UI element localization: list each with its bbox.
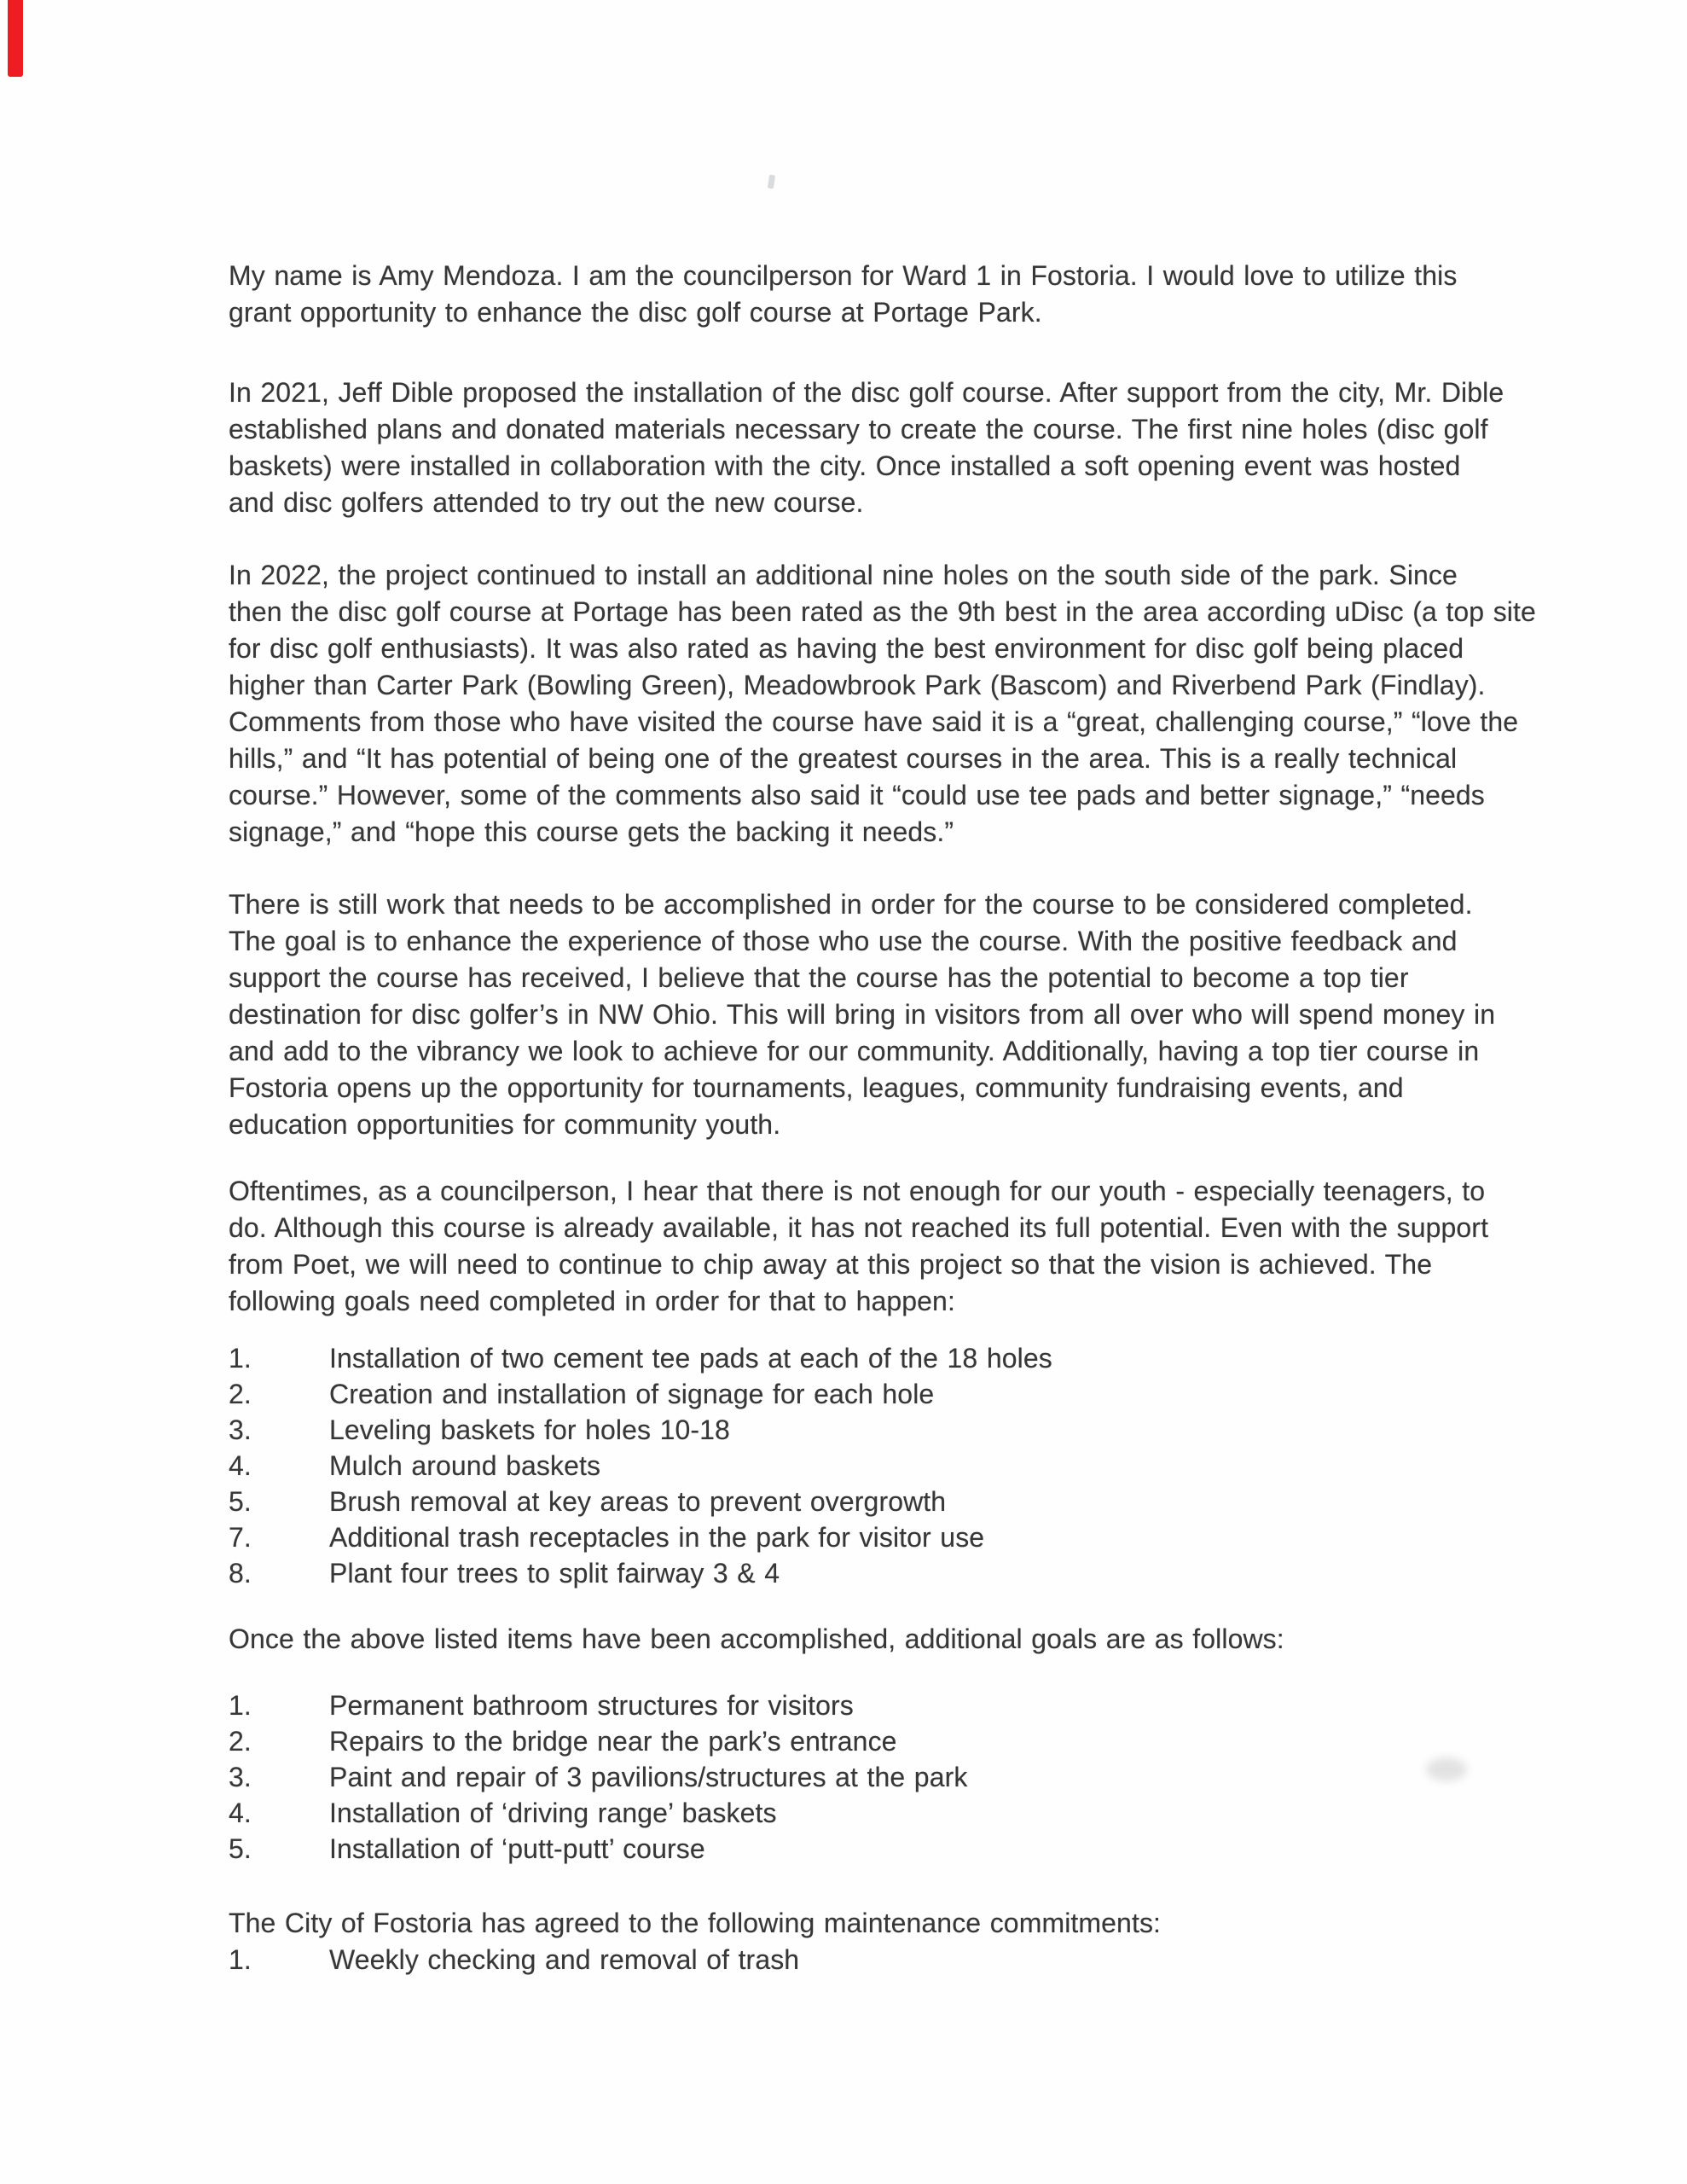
paragraph-line: do. Although this course is already available, it has not reached its full potential. Even with the support	[229, 1212, 1489, 1243]
list-item	[229, 1723, 967, 1759]
list-item	[229, 1759, 967, 1795]
list-item-number: 1.	[229, 1343, 252, 1374]
paragraph-line: My name is Amy Mendoza. I am the councilperson for Ward 1 in Fostoria. I would love to utilize this	[229, 260, 1458, 291]
list-item-text: Creation and installation of signage for each hole	[329, 1379, 935, 1409]
paragraph-line: and disc golfers attended to try out the new course.	[229, 487, 864, 518]
list-item	[229, 1831, 967, 1867]
list-item	[229, 1376, 1052, 1412]
paragraph-line: Once the above listed items have been accomplished, additional goals are as follows:	[229, 1623, 1284, 1654]
paragraph-line: Fostoria opens up the opportunity for tournaments, leagues, community fundraising events, and	[229, 1072, 1404, 1103]
paragraph-line: There is still work that needs to be accomplished in order for the course to be considered completed.	[229, 889, 1473, 920]
additional-goals-intro	[229, 1621, 1284, 1658]
paragraph-line: following goals need completed in order for that to happen:	[229, 1286, 955, 1316]
list-item-text: Plant four trees to split fairway 3 & 4	[329, 1558, 780, 1589]
list-item-number: 1.	[229, 1944, 252, 1975]
paragraph-line: support the course has received, I believe that the course has the potential to become a top tier	[229, 962, 1409, 993]
list-item-number: 2.	[229, 1379, 252, 1409]
list-item-text: Installation of ‘putt-putt’ course	[329, 1833, 705, 1864]
remaining-work-paragraph	[229, 886, 1495, 1143]
paragraph-line: The City of Fostoria has agreed to the following maintenance commitments:	[229, 1908, 1162, 1938]
maintenance-list	[229, 1942, 799, 1978]
list-item	[229, 1484, 1052, 1519]
list-item	[229, 1519, 1052, 1555]
list-item-number: 1.	[229, 1690, 252, 1721]
additional-goals-list	[229, 1687, 967, 1867]
primary-goals-list	[229, 1340, 1052, 1591]
list-item-number: 3.	[229, 1762, 252, 1792]
paragraph-line: established plans and donated materials necessary to create the course. The first nine holes (disc golf	[229, 414, 1488, 444]
list-item-text: Paint and repair of 3 pavilions/structures at the park	[329, 1762, 968, 1792]
list-item-text: Leveling baskets for holes 10-18	[329, 1414, 730, 1445]
paragraph-line: then the disc golf course at Portage has been rated as the 9th best in the area according uDisc (a top site	[229, 596, 1536, 627]
list-item-number: 2.	[229, 1726, 252, 1757]
list-item-number: 7.	[229, 1522, 252, 1553]
paragraph-line: higher than Carter Park (Bowling Green), Meadowbrook Park (Bascom) and Riverbend Park (Findlay).	[229, 670, 1486, 700]
paragraph-line: for disc golf enthusiasts). It was also rated as having the best environment for disc golf being placed	[229, 633, 1464, 664]
history-2021-paragraph	[229, 375, 1504, 521]
youth-paragraph	[229, 1173, 1488, 1320]
list-item	[229, 1412, 1052, 1448]
intro-paragraph	[229, 258, 1457, 331]
list-item	[229, 1555, 1052, 1591]
list-item-text: Brush removal at key areas to prevent overgrowth	[329, 1486, 947, 1517]
list-item-text: Repairs to the bridge near the park’s entrance	[329, 1726, 897, 1757]
paragraph-line: Oftentimes, as a councilperson, I hear that there is not enough for our youth - especially teenagers, to	[229, 1176, 1486, 1206]
list-item-number: 5.	[229, 1486, 252, 1517]
paragraph-line: In 2021, Jeff Dible proposed the installation of the disc golf course. After support from the city, Mr. Dible	[229, 377, 1504, 408]
list-item-number: 4.	[229, 1450, 252, 1481]
list-item	[229, 1942, 799, 1978]
list-item-number: 4.	[229, 1798, 252, 1828]
paragraph-line: In 2022, the project continued to install an additional nine holes on the south side of the park. Since	[229, 560, 1458, 590]
paragraph-line: education opportunities for community youth.	[229, 1109, 781, 1140]
list-item-number: 5.	[229, 1833, 252, 1864]
paragraph-line: signage,” and “hope this course gets the backing it needs.”	[229, 816, 954, 847]
list-item-text: Mulch around baskets	[329, 1450, 601, 1481]
document-body	[229, 0, 1593, 2184]
scan-artifact-red-mark	[8, 0, 23, 77]
paragraph-line: baskets) were installed in collaboration with the city. Once installed a soft opening event was hosted	[229, 450, 1461, 481]
paragraph-line: grant opportunity to enhance the disc golf course at Portage Park.	[229, 297, 1042, 328]
paragraph-line: hills,” and “It has potential of being one of the greatest courses in the area. This is a really technical	[229, 743, 1458, 774]
list-item	[229, 1687, 967, 1723]
paragraph-line: and add to the vibrancy we look to achieve for our community. Additionally, having a top tier course in	[229, 1036, 1480, 1066]
list-item	[229, 1340, 1052, 1376]
paragraph-line: Comments from those who have visited the course have said it is a “great, challenging course,” “love the	[229, 706, 1519, 737]
paragraph-line: destination for disc golfer’s in NW Ohio. This will bring in visitors from all over who will spend money in	[229, 999, 1496, 1030]
list-item-number: 3.	[229, 1414, 252, 1445]
paragraph-line: The goal is to enhance the experience of those who use the course. With the positive feedback and	[229, 926, 1458, 956]
paragraph-line: course.” However, some of the comments also said it “could use tee pads and better signage,” “needs	[229, 780, 1485, 810]
list-item-text: Additional trash receptacles in the park for visitor use	[329, 1522, 985, 1553]
list-item-number: 8.	[229, 1558, 252, 1589]
list-item-text: Weekly checking and removal of trash	[329, 1944, 800, 1975]
maintenance-intro	[229, 1905, 1161, 1942]
list-item-text: Permanent bathroom structures for visitors	[329, 1690, 854, 1721]
list-item	[229, 1795, 967, 1831]
history-2022-paragraph	[229, 557, 1536, 851]
paragraph-line: from Poet, we will need to continue to chip away at this project so that the vision is achieved. The	[229, 1249, 1433, 1280]
list-item	[229, 1448, 1052, 1484]
list-item-text: Installation of ‘driving range’ baskets	[329, 1798, 777, 1828]
list-item-text: Installation of two cement tee pads at each of the 18 holes	[329, 1343, 1052, 1374]
